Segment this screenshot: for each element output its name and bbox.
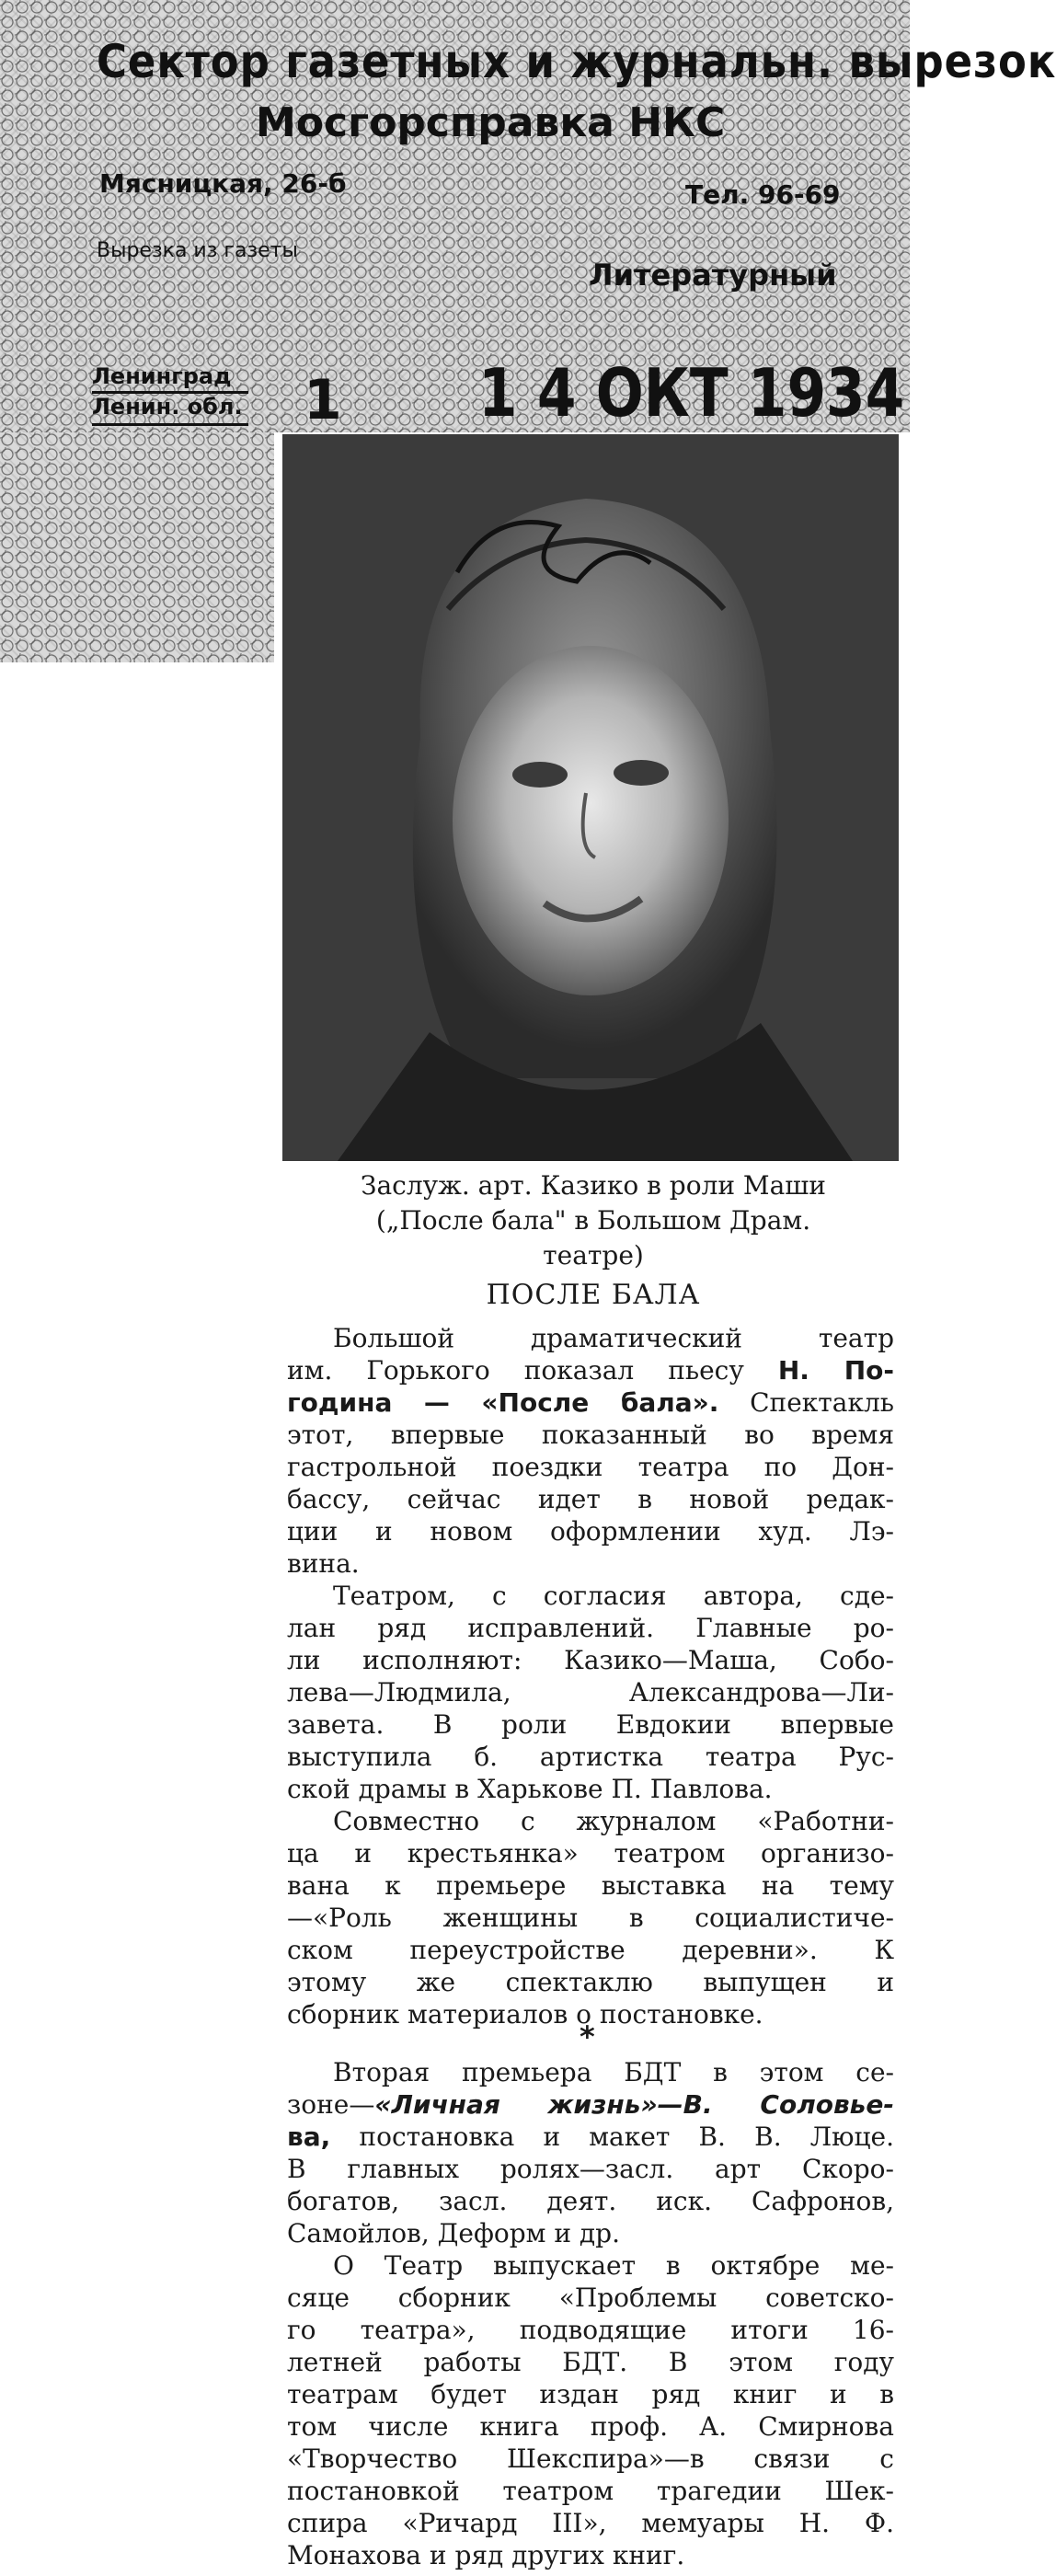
caption-line: театре) <box>543 1240 644 1271</box>
article-line: летней работы БДТ. В этом году <box>287 2347 894 2377</box>
article-line: ва, постановка и макет В. В. Люце. <box>287 2122 894 2152</box>
article-line: —«Роль женщины в социалистиче- <box>287 1903 894 1933</box>
caption-line: Заслуж. арт. Казико в роли Маши <box>361 1170 826 1201</box>
article-heading: ПОСЛЕ БАЛА <box>486 1279 701 1311</box>
article-line: ли исполняют: Казико—Маша, Собо- <box>287 1645 894 1675</box>
article-line: В главных ролях—засл. арт Скоро- <box>287 2154 894 2184</box>
article-line: театрам будет издан ряд книг и в <box>287 2379 894 2409</box>
article-line: Самойлов, Деформ и др. <box>287 2218 620 2248</box>
clipping-stamp-lower <box>0 432 274 662</box>
article-line: сяце сборник «Проблемы советско- <box>287 2283 894 2313</box>
article-line: выступила б. артистка театра Рус- <box>287 1742 894 1772</box>
article-line: гастрольной поездки театра по Дон- <box>287 1452 894 1482</box>
article-line: этот, впервые показанный во время <box>287 1420 894 1450</box>
article-line: завета. В роли Евдокии впервые <box>287 1709 894 1740</box>
article-line: бассу, сейчас идет в новой редак- <box>287 1484 894 1514</box>
article-line: ции и новом оформлении худ. Лэ- <box>287 1516 894 1547</box>
article-line: им. Горького показал пьесу Н. По- <box>287 1355 894 1386</box>
article-line: спира «Ричард III», мемуары Н. Ф. <box>287 2508 894 2538</box>
article-line: Большой драматический театр <box>333 1323 894 1353</box>
article-line: вана к премьере выставка на тему <box>287 1870 894 1901</box>
article-line: О Театр выпускает в октябре ме- <box>333 2250 894 2281</box>
article-line: лан ряд исправлений. Главные ро- <box>287 1613 894 1643</box>
article-line: том числе книга проф. А. Смирнова <box>287 2411 894 2442</box>
article-line: ской драмы в Харькове П. Павлова. <box>287 1774 773 1804</box>
article-line: этому же спектаклю выпущен и <box>287 1967 894 1997</box>
article-line: вина. <box>287 1548 360 1579</box>
article-line: Театром, с согласия автора, сде- <box>333 1581 894 1611</box>
clipping-stamp <box>0 0 1056 432</box>
article-line: ском переустройстве деревни». К <box>287 1935 894 1965</box>
article-line: го театра», подводящие итоги 16- <box>287 2315 894 2345</box>
stamp-phone: Тел. 96-69 <box>685 179 841 210</box>
stamp-number: 1 <box>304 368 342 432</box>
stamp-source-label: Вырезка из газеты <box>97 239 298 262</box>
stamp-source-name: Литературный <box>589 258 837 293</box>
stamp-city-line2: Ленин. обл. <box>92 394 243 420</box>
article-line: година — «После бала». Спектакль <box>287 1387 894 1418</box>
article-line: Вторая премьера БДТ в этом се- <box>333 2057 894 2087</box>
stamp-address: Мясницкая, 26-б <box>99 168 347 199</box>
article-line: зоне—«Личная жизнь»—В. Соловье- <box>287 2089 894 2120</box>
actress-photo <box>282 434 899 1161</box>
section-separator: * <box>580 2019 595 2054</box>
article-line: Совместно с журналом «Работни- <box>333 1806 894 1836</box>
photo-caption <box>285 1168 901 1273</box>
article-line: постановкой театром трагедии Шек- <box>287 2476 894 2506</box>
article-line: ца и крестьянка» театром организо- <box>287 1838 894 1869</box>
article-line: Монахова и ряд других книг. <box>287 2540 685 2570</box>
caption-line: („После бала" в Большом Драм. <box>375 1205 811 1236</box>
portrait-illustration <box>282 434 899 1161</box>
article-line: «Творчество Шекспира»—в связи с <box>287 2444 894 2474</box>
stamp-title: Сектор газетных и журнальн. вырезок <box>97 35 1056 88</box>
stamp-city-line1: Ленинград <box>92 363 232 389</box>
stamp-date: 1 4 ОКТ 1934 <box>478 354 905 431</box>
stamp-underline <box>92 423 248 426</box>
stamp-subtitle: Мосгорсправка НКС <box>256 99 726 146</box>
article-line: богатов, засл. деят. иск. Сафронов, <box>287 2186 894 2216</box>
article-line: лева—Людмила, Александрова—Ли- <box>287 1677 894 1708</box>
article-line: сборник материалов о постановке. <box>287 1999 763 2030</box>
